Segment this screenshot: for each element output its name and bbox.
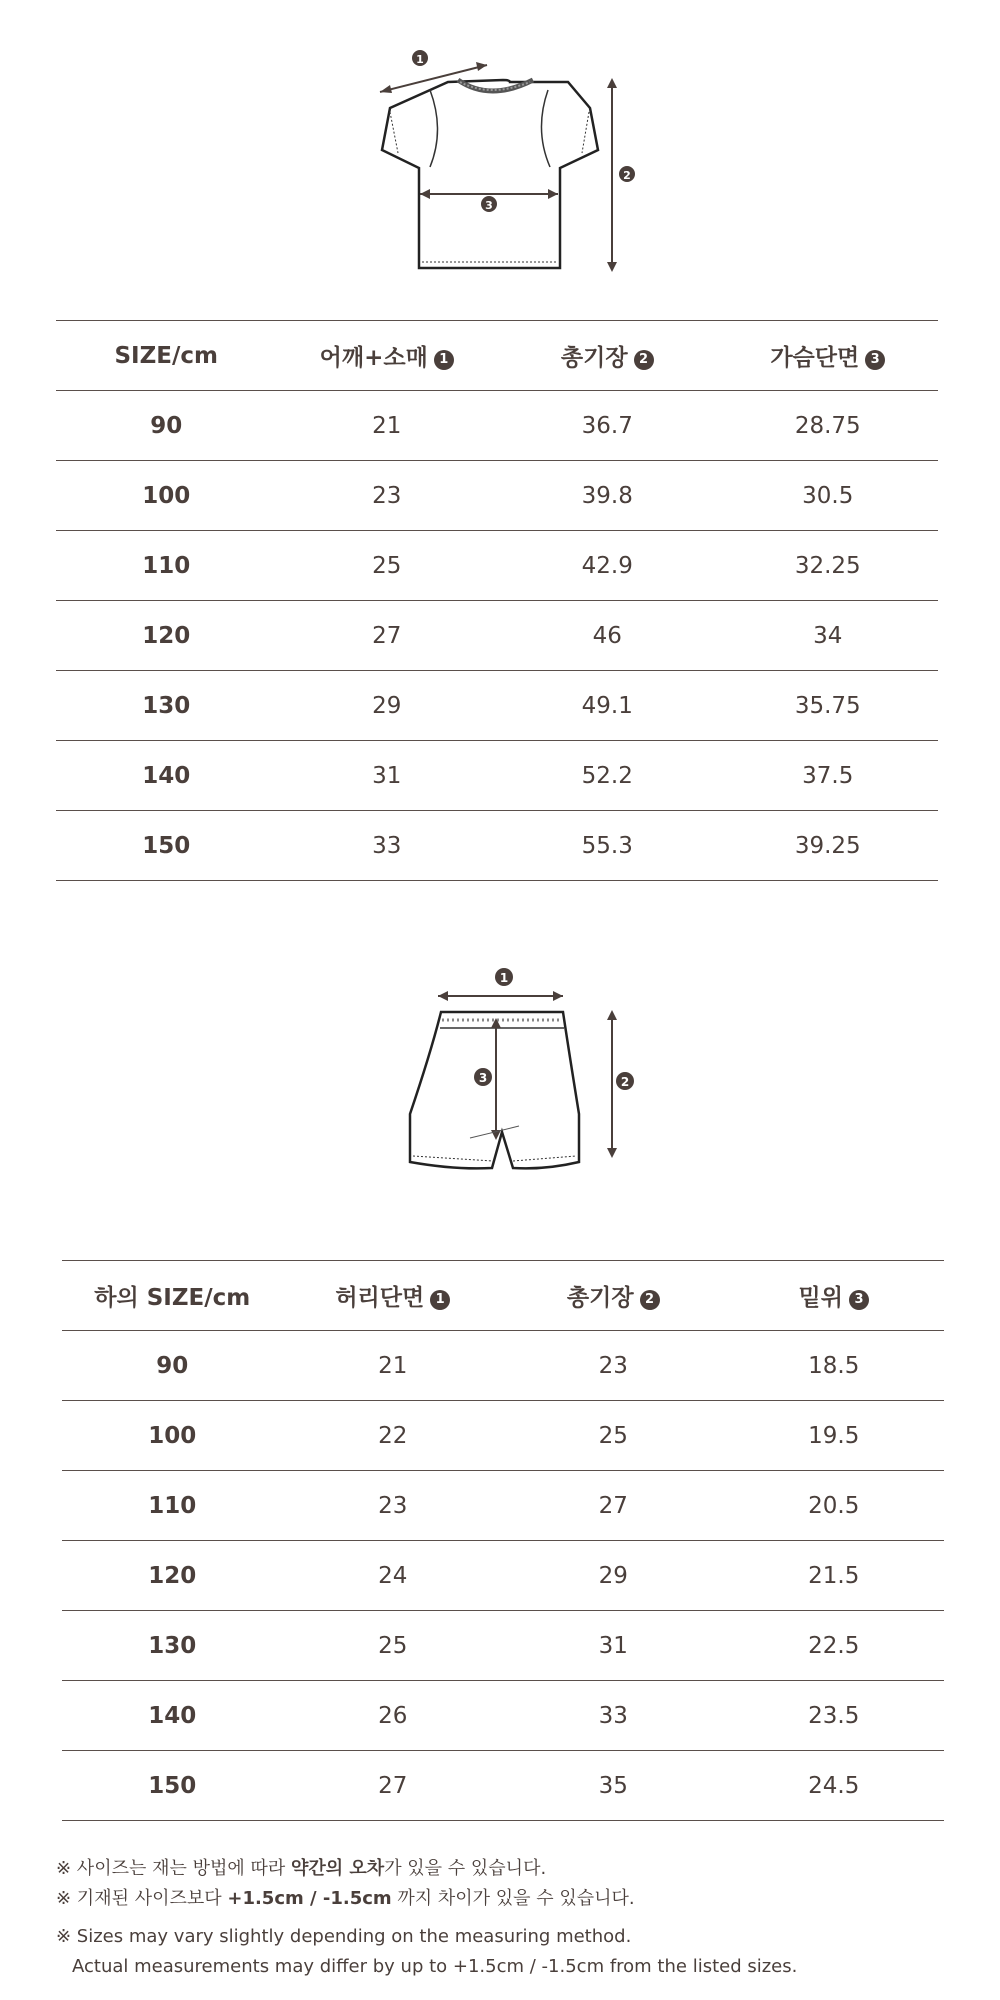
header-rise: 밑위 3 bbox=[724, 1261, 945, 1331]
value-cell: 49.1 bbox=[497, 671, 718, 741]
table-row bbox=[62, 1751, 944, 1821]
value-cell: 52.2 bbox=[497, 741, 718, 811]
value-cell: 34 bbox=[718, 601, 939, 671]
value-cell: 23.5 bbox=[724, 1681, 945, 1751]
shorts-marker-2-label: 2 bbox=[620, 1075, 630, 1089]
size-cell: 90 bbox=[56, 391, 277, 461]
value-cell: 23 bbox=[503, 1331, 724, 1401]
value-cell: 39.25 bbox=[718, 811, 939, 881]
value-cell: 21 bbox=[283, 1331, 504, 1401]
header-waist: 허리단면 1 bbox=[283, 1261, 504, 1331]
value-cell: 20.5 bbox=[724, 1471, 945, 1541]
table-row bbox=[56, 601, 938, 671]
table-row bbox=[62, 1401, 944, 1471]
marker-1-label: 1 bbox=[416, 53, 424, 66]
value-cell: 25 bbox=[503, 1401, 724, 1471]
value-cell: 37.5 bbox=[718, 741, 939, 811]
badge-3-icon: 3 bbox=[849, 1290, 869, 1310]
table-row bbox=[56, 811, 938, 881]
value-cell: 28.75 bbox=[718, 391, 939, 461]
size-cell: 110 bbox=[62, 1471, 283, 1541]
value-cell: 27 bbox=[503, 1471, 724, 1541]
table-row bbox=[62, 1681, 944, 1751]
value-cell: 22.5 bbox=[724, 1611, 945, 1681]
value-cell: 27 bbox=[283, 1751, 504, 1821]
value-cell: 46 bbox=[497, 601, 718, 671]
table-row bbox=[56, 461, 938, 531]
value-cell: 24.5 bbox=[724, 1751, 945, 1821]
value-cell: 32.25 bbox=[718, 531, 939, 601]
size-cell: 120 bbox=[62, 1541, 283, 1611]
note-english-1: ※ Sizes may vary slightly depending on the measuring method. bbox=[56, 1926, 632, 1947]
value-cell: 23 bbox=[283, 1471, 504, 1541]
size-cell: 100 bbox=[62, 1401, 283, 1471]
size-notes bbox=[56, 1854, 956, 1982]
size-cell: 110 bbox=[56, 531, 277, 601]
value-cell: 23 bbox=[277, 461, 498, 531]
table-row bbox=[62, 1471, 944, 1541]
size-cell: 90 bbox=[62, 1331, 283, 1401]
value-cell: 30.5 bbox=[718, 461, 939, 531]
value-cell: 25 bbox=[283, 1611, 504, 1681]
size-cell: 130 bbox=[62, 1611, 283, 1681]
value-cell: 35 bbox=[503, 1751, 724, 1821]
value-cell: 18.5 bbox=[724, 1331, 945, 1401]
table-row bbox=[56, 671, 938, 741]
value-cell: 33 bbox=[277, 811, 498, 881]
value-cell: 29 bbox=[277, 671, 498, 741]
table-row bbox=[62, 1541, 944, 1611]
marker-2-label: 2 bbox=[623, 169, 631, 182]
value-cell: 29 bbox=[503, 1541, 724, 1611]
table-row bbox=[56, 391, 938, 461]
table-row bbox=[56, 741, 938, 811]
table-row bbox=[62, 1331, 944, 1401]
bottom-size-table bbox=[62, 1260, 944, 1821]
value-cell: 25 bbox=[277, 531, 498, 601]
shorts-marker-3-label: 3 bbox=[478, 1071, 488, 1085]
value-cell: 26 bbox=[283, 1681, 504, 1751]
note-korean-1: ※ 사이즈는 재는 방법에 따라 약간의 오차가 있을 수 있습니다. bbox=[56, 1858, 547, 1879]
header-total-length: 총기장 2 bbox=[503, 1261, 724, 1331]
marker-3-label: 3 bbox=[485, 199, 493, 212]
size-cell: 100 bbox=[56, 461, 277, 531]
badge-2-icon: 2 bbox=[634, 350, 654, 370]
value-cell: 36.7 bbox=[497, 391, 718, 461]
value-cell: 33 bbox=[503, 1681, 724, 1751]
badge-1-icon: 1 bbox=[434, 350, 454, 370]
value-cell: 31 bbox=[277, 741, 498, 811]
note-korean-2: ※ 기재된 사이즈보다 +1.5cm / -1.5cm 까지 차이가 있을 수 있습니다. bbox=[56, 1888, 635, 1909]
value-cell: 24 bbox=[283, 1541, 504, 1611]
size-cell: 140 bbox=[62, 1681, 283, 1751]
shorts-diagram bbox=[395, 962, 645, 1184]
size-cell: 150 bbox=[56, 811, 277, 881]
note-english-2: Actual measurements may differ by up to +1.5cm / -1.5cm from the listed sizes. bbox=[72, 1956, 798, 1977]
top-size-table bbox=[56, 320, 938, 881]
value-cell: 35.75 bbox=[718, 671, 939, 741]
value-cell: 42.9 bbox=[497, 531, 718, 601]
header-shoulder-sleeve: 어깨+소매 1 bbox=[277, 321, 498, 391]
header-size: 하의 SIZE/cm bbox=[62, 1261, 283, 1331]
tshirt-diagram bbox=[360, 40, 640, 280]
badge-3-icon: 3 bbox=[865, 350, 885, 370]
value-cell: 19.5 bbox=[724, 1401, 945, 1471]
badge-1-icon: 1 bbox=[430, 1290, 450, 1310]
table-header-row bbox=[62, 1261, 944, 1331]
value-cell: 22 bbox=[283, 1401, 504, 1471]
header-size: SIZE/cm bbox=[56, 321, 277, 391]
header-total-length: 총기장 2 bbox=[497, 321, 718, 391]
tshirt-illustration bbox=[360, 40, 640, 280]
size-cell: 140 bbox=[56, 741, 277, 811]
size-cell: 130 bbox=[56, 671, 277, 741]
table-row bbox=[56, 531, 938, 601]
badge-2-icon: 2 bbox=[640, 1290, 660, 1310]
value-cell: 21.5 bbox=[724, 1541, 945, 1611]
value-cell: 21 bbox=[277, 391, 498, 461]
value-cell: 55.3 bbox=[497, 811, 718, 881]
table-row bbox=[62, 1611, 944, 1681]
value-cell: 39.8 bbox=[497, 461, 718, 531]
value-cell: 27 bbox=[277, 601, 498, 671]
shorts-illustration bbox=[395, 962, 645, 1184]
size-cell: 150 bbox=[62, 1751, 283, 1821]
table-header-row bbox=[56, 321, 938, 391]
size-cell: 120 bbox=[56, 601, 277, 671]
header-chest: 가슴단면 3 bbox=[718, 321, 939, 391]
value-cell: 31 bbox=[503, 1611, 724, 1681]
shorts-marker-1-label: 1 bbox=[499, 971, 509, 985]
